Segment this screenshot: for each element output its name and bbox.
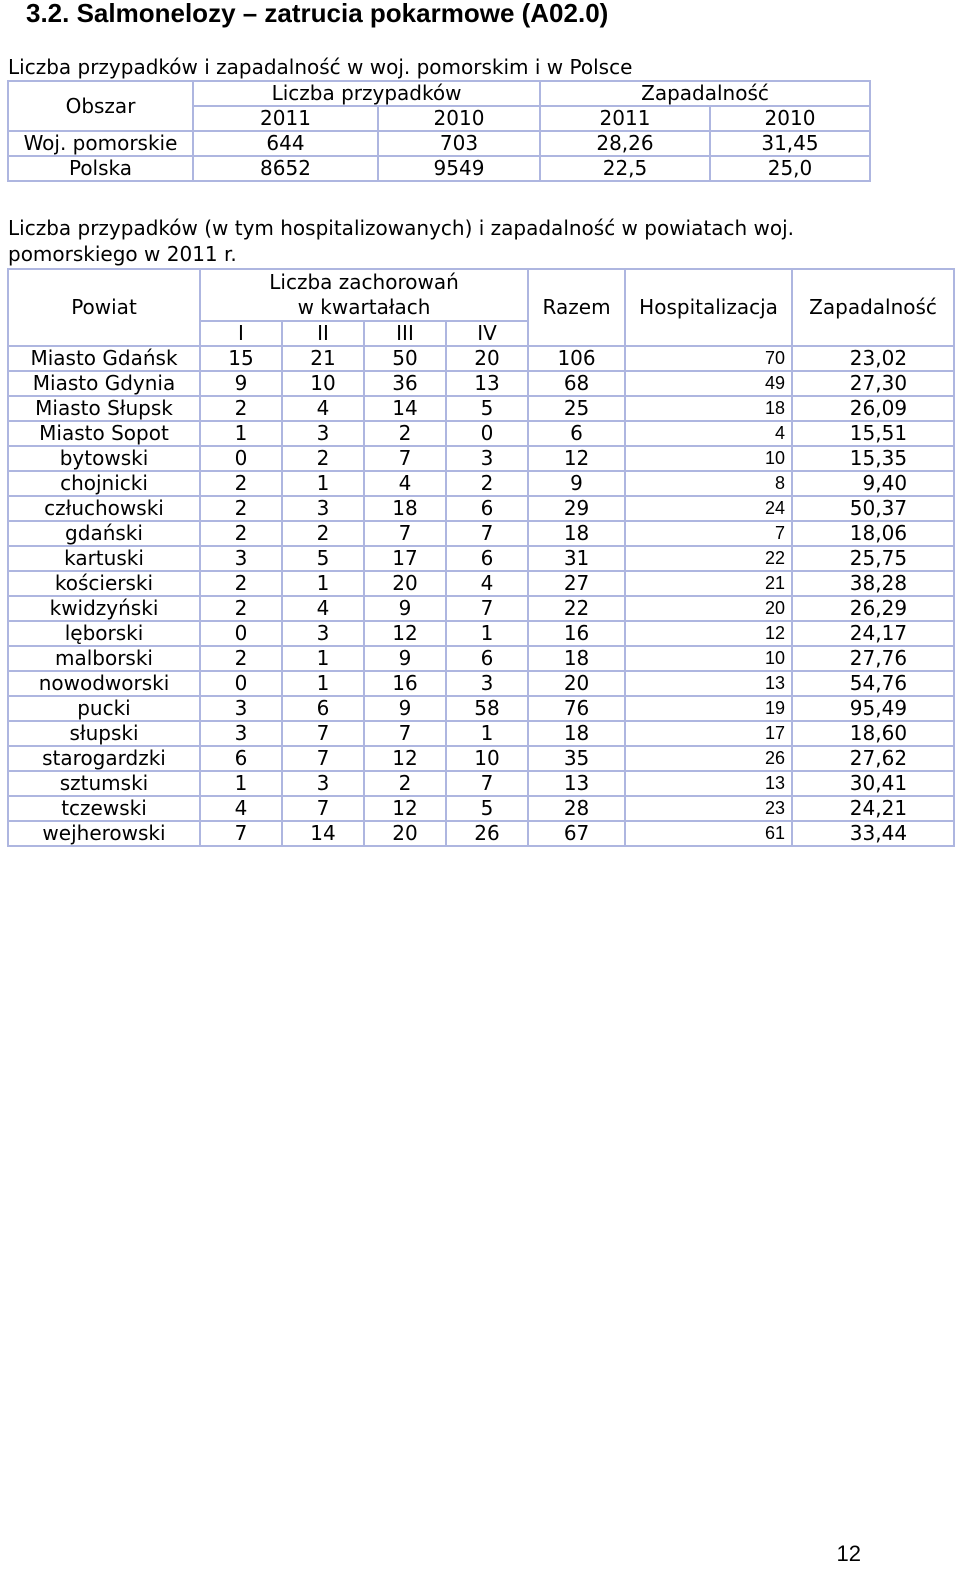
powiat-name: sztumski: [8, 771, 200, 796]
table-cell: 7: [364, 521, 446, 546]
hospitalization-cell: 19: [625, 696, 792, 721]
table-row: [8, 346, 954, 371]
table-cell: 5: [282, 546, 364, 571]
table-row: [8, 496, 954, 521]
table-row: [8, 546, 954, 571]
table-cell: 6: [446, 496, 528, 521]
table-cell: 2: [364, 421, 446, 446]
table-cell: 9: [364, 596, 446, 621]
powiat-name: słupski: [8, 721, 200, 746]
table-cell: 2: [282, 521, 364, 546]
hospitalization-cell: 21: [625, 571, 792, 596]
table-cell: 0: [446, 421, 528, 446]
table1-header-row: [8, 81, 870, 106]
table-cell: 10: [282, 371, 364, 396]
table-cell: 9: [364, 696, 446, 721]
table-cell: 7: [200, 821, 282, 846]
hospitalization-cell: 61: [625, 821, 792, 846]
table-cell: 3: [200, 696, 282, 721]
hospitalization-cell: 10: [625, 646, 792, 671]
powiat-name: tczewski: [8, 796, 200, 821]
table-cell: 12: [364, 796, 446, 821]
table-cell: 20: [364, 821, 446, 846]
header-razem: Razem: [528, 269, 625, 346]
table-cell: 1: [200, 771, 282, 796]
powiat-name: gdański: [8, 521, 200, 546]
table-cell: 9549: [378, 156, 540, 181]
row-label: Polska: [8, 156, 193, 181]
table-cell: 8652: [193, 156, 378, 181]
header-year: 2010: [378, 106, 540, 131]
table-row: [8, 746, 954, 771]
table-row: [8, 671, 954, 696]
table-cell: 14: [364, 396, 446, 421]
incidence-cell: 25,75: [792, 546, 954, 571]
incidence-cell: 27,62: [792, 746, 954, 771]
incidence-cell: 26,09: [792, 396, 954, 421]
hospitalization-cell: 17: [625, 721, 792, 746]
table-cell: 21: [282, 346, 364, 371]
table2-caption: Liczba przypadków (w tym hospitalizowanych) i zapadalność w powiatach woj. pomorskiego w 2011 r.: [8, 216, 795, 266]
table-cell: 18: [364, 496, 446, 521]
incidence-cell: 38,28: [792, 571, 954, 596]
table-cell: 1: [282, 571, 364, 596]
table-cell: 6: [282, 696, 364, 721]
table-cell: 7: [446, 596, 528, 621]
table-row: [8, 571, 954, 596]
table-cell: 29: [528, 496, 625, 521]
incidence-cell: 54,76: [792, 671, 954, 696]
table-cell: 1: [282, 646, 364, 671]
header-quarters: [200, 269, 528, 321]
table-cell: 76: [528, 696, 625, 721]
hospitalization-cell: 12: [625, 621, 792, 646]
header-year: 2011: [540, 106, 710, 131]
table-cell: 31: [528, 546, 625, 571]
table-row: [8, 371, 954, 396]
table-cell: 0: [200, 446, 282, 471]
header-cases: Liczba przypadków: [193, 81, 540, 106]
table-cell: 644: [193, 131, 378, 156]
table-row: [8, 131, 870, 156]
hospitalization-cell: 8: [625, 471, 792, 496]
table-cell: 7: [282, 746, 364, 771]
table-cell: 12: [364, 746, 446, 771]
table-cell: 18: [528, 521, 625, 546]
hospitalization-cell: 10: [625, 446, 792, 471]
table-cell: 25,0: [710, 156, 870, 181]
powiat-name: Miasto Słupsk: [8, 396, 200, 421]
table-cell: 4: [282, 396, 364, 421]
county-table: [7, 268, 955, 847]
header-incidence: Zapadalność: [540, 81, 870, 106]
table-cell: 18: [528, 721, 625, 746]
table-cell: 1: [200, 421, 282, 446]
table-cell: 7: [364, 446, 446, 471]
header-obszar: Obszar: [8, 81, 193, 131]
table-cell: 2: [446, 471, 528, 496]
table-row: [8, 771, 954, 796]
table-cell: 12: [528, 446, 625, 471]
table-cell: 703: [378, 131, 540, 156]
powiat-name: chojnicki: [8, 471, 200, 496]
table-cell: 2: [200, 521, 282, 546]
incidence-cell: 50,37: [792, 496, 954, 521]
table-cell: 13: [446, 371, 528, 396]
hospitalization-cell: 23: [625, 796, 792, 821]
table-cell: 6: [200, 746, 282, 771]
header-year: 2011: [193, 106, 378, 131]
table-cell: 1: [446, 621, 528, 646]
table-cell: 16: [364, 671, 446, 696]
table-cell: 7: [364, 721, 446, 746]
table-cell: 5: [446, 796, 528, 821]
table-cell: 26: [446, 821, 528, 846]
table-row: [8, 596, 954, 621]
table-cell: 7: [282, 796, 364, 821]
powiat-name: pucki: [8, 696, 200, 721]
table-cell: 3: [200, 546, 282, 571]
table2-header-row: [8, 269, 954, 321]
table-cell: 36: [364, 371, 446, 396]
table-cell: 13: [528, 771, 625, 796]
header-hospitalizacja: Hospitalizacja: [625, 269, 792, 346]
powiat-name: bytowski: [8, 446, 200, 471]
table-cell: 28: [528, 796, 625, 821]
table-cell: 3: [282, 621, 364, 646]
hospitalization-cell: 13: [625, 671, 792, 696]
table-cell: 106: [528, 346, 625, 371]
incidence-cell: 18,06: [792, 521, 954, 546]
table-cell: 2: [200, 396, 282, 421]
table-cell: 58: [446, 696, 528, 721]
table-cell: 20: [446, 346, 528, 371]
incidence-cell: 26,29: [792, 596, 954, 621]
table-cell: 9: [364, 646, 446, 671]
table-cell: 25: [528, 396, 625, 421]
table-cell: 22,5: [540, 156, 710, 181]
hospitalization-cell: 49: [625, 371, 792, 396]
powiat-name: kartuski: [8, 546, 200, 571]
hospitalization-cell: 18: [625, 396, 792, 421]
table-cell: 17: [364, 546, 446, 571]
incidence-cell: 24,21: [792, 796, 954, 821]
table-cell: 2: [200, 596, 282, 621]
table-cell: 5: [446, 396, 528, 421]
table-row: [8, 471, 954, 496]
table-cell: 2: [364, 771, 446, 796]
incidence-cell: 24,17: [792, 621, 954, 646]
table-cell: 6: [446, 546, 528, 571]
table-cell: 2: [200, 571, 282, 596]
hospitalization-cell: 24: [625, 496, 792, 521]
header-quarter: IV: [446, 321, 528, 346]
table-row: [8, 421, 954, 446]
powiat-name: malborski: [8, 646, 200, 671]
powiat-name: lęborski: [8, 621, 200, 646]
table-row: [8, 621, 954, 646]
header-year: 2010: [710, 106, 870, 131]
hospitalization-cell: 13: [625, 771, 792, 796]
hospitalization-cell: 20: [625, 596, 792, 621]
powiat-name: Miasto Sopot: [8, 421, 200, 446]
header-quarter: II: [282, 321, 364, 346]
table-cell: 4: [200, 796, 282, 821]
table-cell: 15: [200, 346, 282, 371]
table-cell: 4: [446, 571, 528, 596]
table-row: [8, 396, 954, 421]
table-row: [8, 521, 954, 546]
incidence-cell: 15,51: [792, 421, 954, 446]
table-cell: 9: [200, 371, 282, 396]
incidence-cell: 9,40: [792, 471, 954, 496]
hospitalization-cell: 7: [625, 521, 792, 546]
table-row: [8, 156, 870, 181]
header-quarter: III: [364, 321, 446, 346]
table-cell: 4: [364, 471, 446, 496]
incidence-cell: 15,35: [792, 446, 954, 471]
table-cell: 10: [446, 746, 528, 771]
header-quarters-line2: w kwartałach: [297, 295, 431, 319]
table-cell: 2: [200, 646, 282, 671]
incidence-cell: 18,60: [792, 721, 954, 746]
table1-caption: Liczba przypadków i zapadalność w woj. pomorskim i w Polsce: [8, 55, 633, 79]
table-cell: 68: [528, 371, 625, 396]
table-cell: 35: [528, 746, 625, 771]
table-cell: 50: [364, 346, 446, 371]
table-cell: 2: [200, 471, 282, 496]
header-powiat: Powiat: [8, 269, 200, 346]
incidence-cell: 27,76: [792, 646, 954, 671]
table-cell: 1: [446, 721, 528, 746]
header-quarter: I: [200, 321, 282, 346]
table-cell: 0: [200, 671, 282, 696]
table-row: [8, 696, 954, 721]
table-cell: 14: [282, 821, 364, 846]
table-cell: 12: [364, 621, 446, 646]
header-quarters-line1: Liczba zachorowań: [269, 270, 459, 294]
table-row: [8, 646, 954, 671]
header-zapadalnosc: Zapadalność: [792, 269, 954, 346]
incidence-cell: 95,49: [792, 696, 954, 721]
table-cell: 2: [282, 446, 364, 471]
powiat-name: starogardzki: [8, 746, 200, 771]
table-cell: 3: [282, 771, 364, 796]
incidence-cell: 30,41: [792, 771, 954, 796]
table-cell: 18: [528, 646, 625, 671]
table-row: [8, 446, 954, 471]
table-cell: 4: [282, 596, 364, 621]
powiat-name: nowodworski: [8, 671, 200, 696]
powiat-name: kwidzyński: [8, 596, 200, 621]
row-label: Woj. pomorskie: [8, 131, 193, 156]
table-cell: 1: [282, 671, 364, 696]
incidence-cell: 33,44: [792, 821, 954, 846]
table-cell: 20: [528, 671, 625, 696]
hospitalization-cell: 22: [625, 546, 792, 571]
powiat-name: wejherowski: [8, 821, 200, 846]
table-cell: 20: [364, 571, 446, 596]
table-cell: 6: [528, 421, 625, 446]
table-cell: 9: [528, 471, 625, 496]
section-heading: 3.2. Salmonelozy – zatrucia pokarmowe (A02.0): [26, 0, 609, 28]
table-cell: 0: [200, 621, 282, 646]
table-cell: 3: [200, 721, 282, 746]
table-cell: 3: [282, 421, 364, 446]
table-row: [8, 821, 954, 846]
national-comparison-table: [7, 80, 871, 182]
incidence-cell: 23,02: [792, 346, 954, 371]
table-cell: 31,45: [710, 131, 870, 156]
table-cell: 2: [200, 496, 282, 521]
table-cell: 7: [282, 721, 364, 746]
powiat-name: Miasto Gdańsk: [8, 346, 200, 371]
table-cell: 22: [528, 596, 625, 621]
powiat-name: człuchowski: [8, 496, 200, 521]
table-cell: 6: [446, 646, 528, 671]
table-cell: 28,26: [540, 131, 710, 156]
table-row: [8, 796, 954, 821]
table-cell: 7: [446, 771, 528, 796]
table-cell: 3: [446, 446, 528, 471]
powiat-name: kościerski: [8, 571, 200, 596]
table-cell: 1: [282, 471, 364, 496]
table-row: [8, 721, 954, 746]
table-cell: 67: [528, 821, 625, 846]
table-cell: 16: [528, 621, 625, 646]
powiat-name: Miasto Gdynia: [8, 371, 200, 396]
hospitalization-cell: 70: [625, 346, 792, 371]
table-cell: 3: [446, 671, 528, 696]
table-cell: 7: [446, 521, 528, 546]
hospitalization-cell: 26: [625, 746, 792, 771]
page-number: 12: [836, 1541, 861, 1566]
table-cell: 3: [282, 496, 364, 521]
hospitalization-cell: 4: [625, 421, 792, 446]
incidence-cell: 27,30: [792, 371, 954, 396]
table-cell: 27: [528, 571, 625, 596]
